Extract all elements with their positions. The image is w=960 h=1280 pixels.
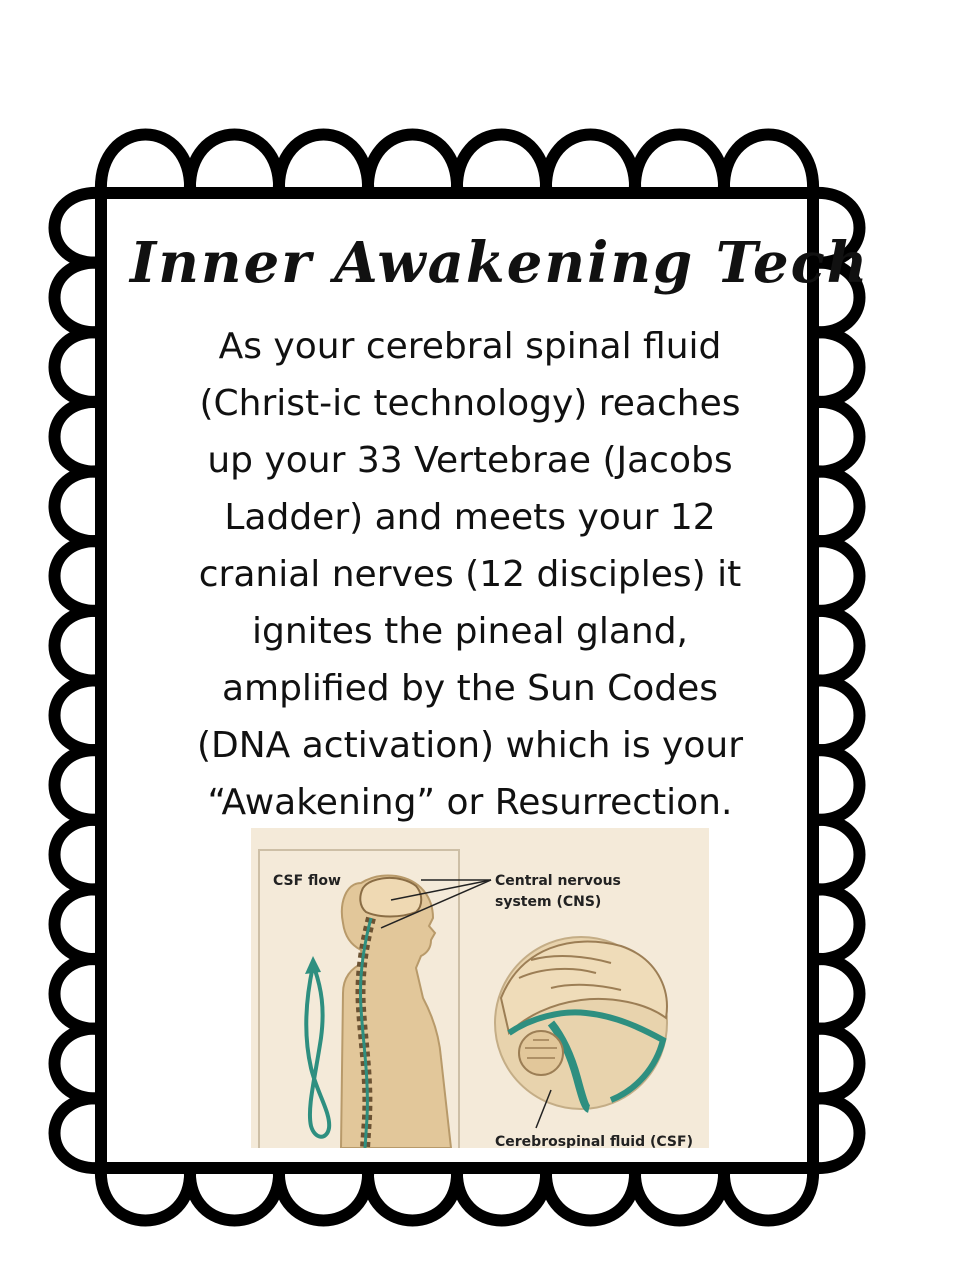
body-line: Ladder) and meets your 12 — [224, 497, 716, 538]
page-title: Inner Awakening Tech — [130, 230, 870, 296]
label-csf-flow: CSF flow — [273, 873, 341, 889]
body-line: (DNA activation) which is your — [196, 725, 743, 766]
body-line: amplified by the Sun Codes — [221, 668, 719, 709]
body-line: “Awakening” or Resurrection. — [207, 782, 733, 823]
csf-illustration — [251, 828, 709, 1148]
label-csf: Cerebrospinal fluid (CSF) — [495, 1134, 693, 1148]
body-line: up your 33 Vertebrae (Jacobs — [207, 440, 733, 481]
body-line: ignites the pineal gland, — [251, 611, 688, 652]
body-text — [150, 318, 790, 831]
body-line: (Christ-ic technology) reaches — [199, 383, 741, 424]
label-cns-line1: Central nervous — [495, 873, 621, 889]
body-line: As your cerebral spinal fluid — [218, 326, 722, 367]
body-line: cranial nerves (12 disciples) it — [198, 554, 742, 595]
label-cns-line2: system (CNS) — [495, 894, 602, 910]
